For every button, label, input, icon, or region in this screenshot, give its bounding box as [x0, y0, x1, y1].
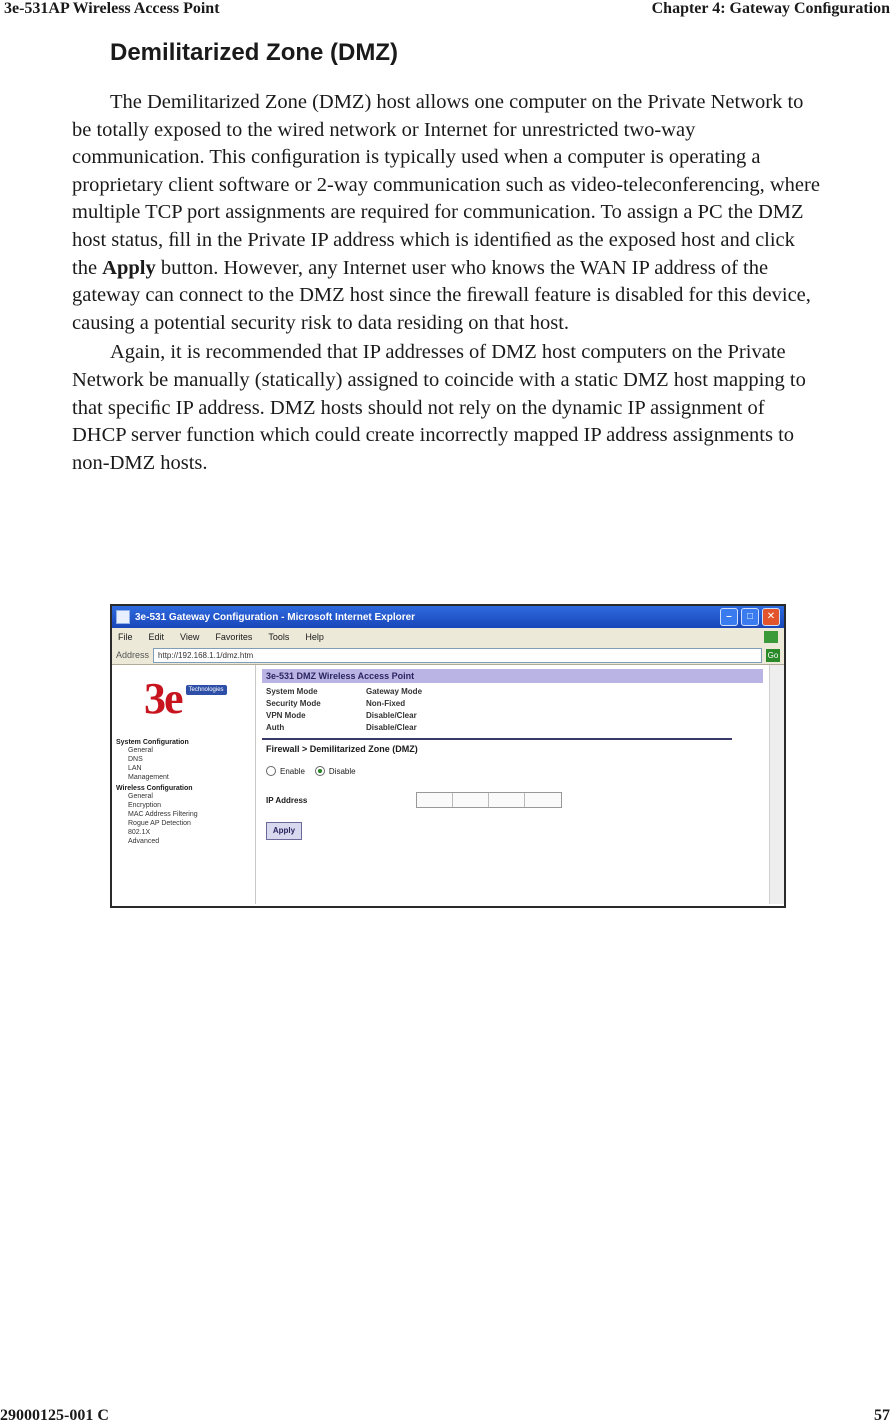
- dmz-section-title: Firewall > Demilitarized Zone (DMZ): [266, 744, 418, 754]
- sidebar-item-encryption[interactable]: Encryption: [128, 802, 162, 809]
- status-value: Gateway Mode: [366, 687, 423, 696]
- address-input[interactable]: http://192.168.1.1/dmz.htm: [153, 648, 762, 663]
- menu-tools[interactable]: Tools: [268, 632, 290, 642]
- enable-label: Enable: [280, 766, 305, 776]
- sidebar-item-dns[interactable]: DNS: [128, 756, 143, 763]
- logo-tag: Technologies: [186, 685, 227, 695]
- ip-octet-3-input[interactable]: [489, 793, 525, 807]
- brand-logo: [144, 674, 251, 723]
- status-label: Security Mode: [266, 699, 321, 708]
- menu-view[interactable]: View: [180, 632, 200, 642]
- apply-button[interactable]: Apply: [266, 822, 302, 840]
- sidebar-item-management[interactable]: Management: [128, 774, 169, 781]
- enable-radio[interactable]: [266, 766, 276, 776]
- paragraph-dmz-overview: [72, 89, 822, 337]
- device-banner: 3e-531 DMZ Wireless Access Point: [262, 669, 763, 683]
- disable-label: Disable: [328, 766, 356, 776]
- ip-octet-1-input[interactable]: [417, 793, 453, 807]
- sidebar-item-lan[interactable]: LAN: [128, 765, 142, 772]
- section-divider: [262, 738, 732, 740]
- status-label: System Mode: [266, 687, 318, 696]
- paragraph-dmz-recommendation: Again, it is recommended that IP addresses of DMZ host computers on the Private Network be manually (statically) assigned to coincide with a static DMZ host mapping to that speciﬁc IP address. DMZ hosts should not rely on the dynamic IP assignment of DHCP server function which could create incorrectly mapped IP address assignments to non-DMZ hosts.: [72, 341, 806, 474]
- windows-flag-icon: [764, 631, 778, 643]
- running-header-chapter: Chapter 4: Gateway Conﬁguration: [651, 0, 890, 17]
- dmz-configuration-screenshot: [110, 604, 786, 908]
- sidebar-item-rogue-ap[interactable]: Rogue AP Detection: [128, 820, 191, 827]
- address-bar: [112, 646, 784, 665]
- config-sidebar: [112, 665, 256, 904]
- ip-address-input: [416, 792, 562, 808]
- status-table: [262, 687, 763, 732]
- sidebar-section-wireless[interactable]: Wireless Configuration: [116, 785, 193, 792]
- paragraph-1-text: The Demilitarized Zone (DMZ) host allows one computer on the Private Network to be totally exposed to the wired network or Internet for unrestricted two-way communication. This conﬁguration is typically used when a computer is operating a proprietary client software or 2-way communication such as video-teleconferencing, where multiple TCP port assignments are required for communication. To assign a PC the DMZ host status, ﬁll in the Private IP address which is identiﬁed as the exposed host and click the: [72, 91, 820, 279]
- dmz-toggle: [262, 766, 763, 776]
- status-value: Disable/Clear: [366, 723, 417, 732]
- disable-radio[interactable]: [315, 766, 325, 776]
- sidebar-item-mac-filtering[interactable]: MAC Address Filtering: [128, 811, 198, 818]
- browser-window-title: 3e-531 Gateway Configuration - Microsoft Internet Explorer: [135, 611, 416, 623]
- status-value: Non-Fixed: [366, 699, 406, 708]
- ip-octet-2-input[interactable]: [453, 793, 489, 807]
- ip-octet-4-input[interactable]: [525, 793, 561, 807]
- menu-file[interactable]: File: [118, 632, 133, 642]
- status-value: Disable/Clear: [366, 711, 417, 720]
- browser-title-bar: [112, 606, 784, 628]
- paragraph-1-text-cont: button. However, any Internet user who knows the WAN IP address of the gateway can connect to the DMZ host since the ﬁrewall feature is disabled for this device, causing a potential security risk to data residing on that host.: [72, 256, 811, 334]
- footer-doc-number: 29000125-001 C: [0, 1407, 109, 1424]
- close-icon[interactable]: ✕: [762, 608, 780, 626]
- minimize-icon[interactable]: –: [720, 608, 738, 626]
- sidebar-section-system[interactable]: System Configuration: [116, 739, 189, 746]
- browser-content: [112, 665, 784, 904]
- menu-edit[interactable]: Edit: [148, 632, 165, 642]
- config-main-panel: [256, 665, 769, 904]
- status-label: VPN Mode: [266, 711, 306, 720]
- sidebar-item-wireless-general[interactable]: General: [128, 793, 153, 800]
- address-label: Address: [116, 650, 150, 660]
- body-text: [72, 89, 822, 477]
- status-label: Auth: [266, 723, 285, 732]
- ip-address-row: [262, 792, 763, 808]
- ip-address-label: IP Address: [266, 795, 308, 805]
- go-button[interactable]: Go: [767, 650, 779, 660]
- sidebar-item-8021x[interactable]: 802.1X: [128, 829, 151, 836]
- menu-favorites[interactable]: Favorites: [215, 632, 253, 642]
- vertical-scrollbar[interactable]: [769, 665, 784, 904]
- apply-term: Apply: [102, 256, 156, 279]
- running-header-product: 3e-531AP Wireless Access Point: [4, 0, 220, 17]
- menu-help[interactable]: Help: [305, 632, 324, 642]
- browser-icon: [116, 610, 130, 624]
- maximize-icon[interactable]: □: [741, 608, 759, 626]
- browser-menu-bar: [112, 628, 784, 646]
- page-number: 57: [874, 1407, 890, 1424]
- sidebar-item-advanced[interactable]: Advanced: [128, 838, 160, 845]
- sidebar-item-general[interactable]: General: [128, 747, 153, 754]
- section-title: Demilitarized Zone (DMZ): [110, 39, 399, 66]
- logo-3e: 3e: [144, 674, 182, 723]
